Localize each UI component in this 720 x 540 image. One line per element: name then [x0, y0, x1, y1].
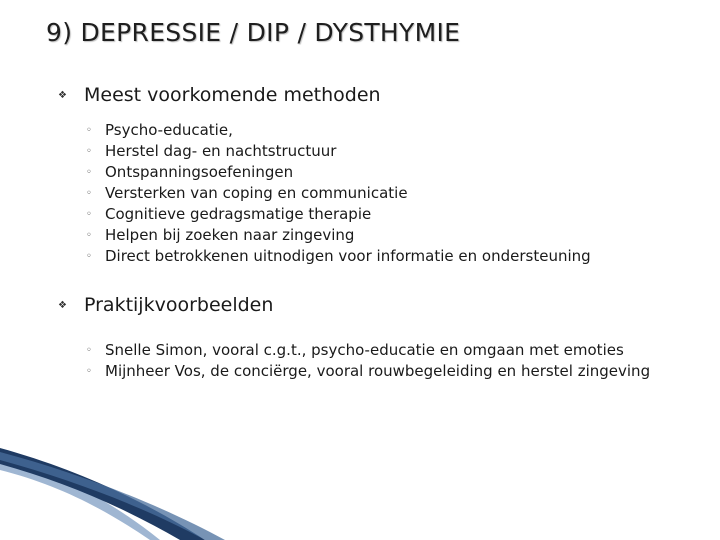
list-item-text: Helpen bij zoeken naar zingeving [105, 226, 355, 244]
list-item [86, 120, 591, 141]
list-item-text: Herstel dag- en nachtstructuur [105, 142, 337, 160]
section-heading-examples [58, 294, 273, 316]
section-heading-methods [58, 84, 381, 106]
list-item [86, 141, 591, 162]
bullet-marker-icon: ❖ [58, 90, 67, 101]
bullet-marker-icon: ❖ [58, 300, 67, 311]
circle-bullet-icon: ◦ [86, 146, 92, 157]
circle-bullet-icon: ◦ [86, 209, 92, 220]
circle-bullet-icon: ◦ [86, 167, 92, 178]
list-item [86, 246, 591, 267]
circle-bullet-icon: ◦ [86, 366, 92, 377]
list-item [86, 342, 665, 359]
circle-bullet-icon: ◦ [86, 188, 92, 199]
circle-bullet-icon: ◦ [86, 345, 92, 356]
examples-list [86, 342, 665, 380]
list-item [86, 204, 591, 225]
list-item [86, 363, 665, 380]
slide-title: 9) DEPRESSIE / DIP / DYSTHYMIE [46, 18, 461, 47]
list-item [86, 225, 591, 246]
list-item-text: Snelle Simon, vooral c.g.t., psycho-educatie en omgaan met emoties [105, 341, 624, 359]
list-item-text: Mijnheer Vos, de conciërge, vooral rouwbegeleiding en herstel zingeving [105, 362, 651, 380]
list-item [86, 183, 591, 204]
circle-bullet-icon: ◦ [86, 125, 92, 136]
list-item-text: Direct betrokkenen uitnodigen voor informatie en ondersteuning [105, 247, 591, 265]
methods-list [86, 120, 591, 267]
circle-bullet-icon: ◦ [86, 230, 92, 241]
list-item-text: Versterken van coping en communicatie [105, 184, 408, 202]
list-item-text: Psycho-educatie, [105, 121, 233, 139]
section-heading-text: Meest voorkomende methoden [84, 84, 381, 106]
section-heading-text: Praktijkvoorbeelden [84, 294, 274, 316]
list-item-text: Cognitieve gedragsmatige therapie [105, 205, 372, 223]
circle-bullet-icon: ◦ [86, 251, 92, 262]
list-item-text: Ontspanningsoefeningen [105, 163, 294, 181]
decorative-swoosh-icon [0, 440, 720, 540]
list-item [86, 162, 591, 183]
